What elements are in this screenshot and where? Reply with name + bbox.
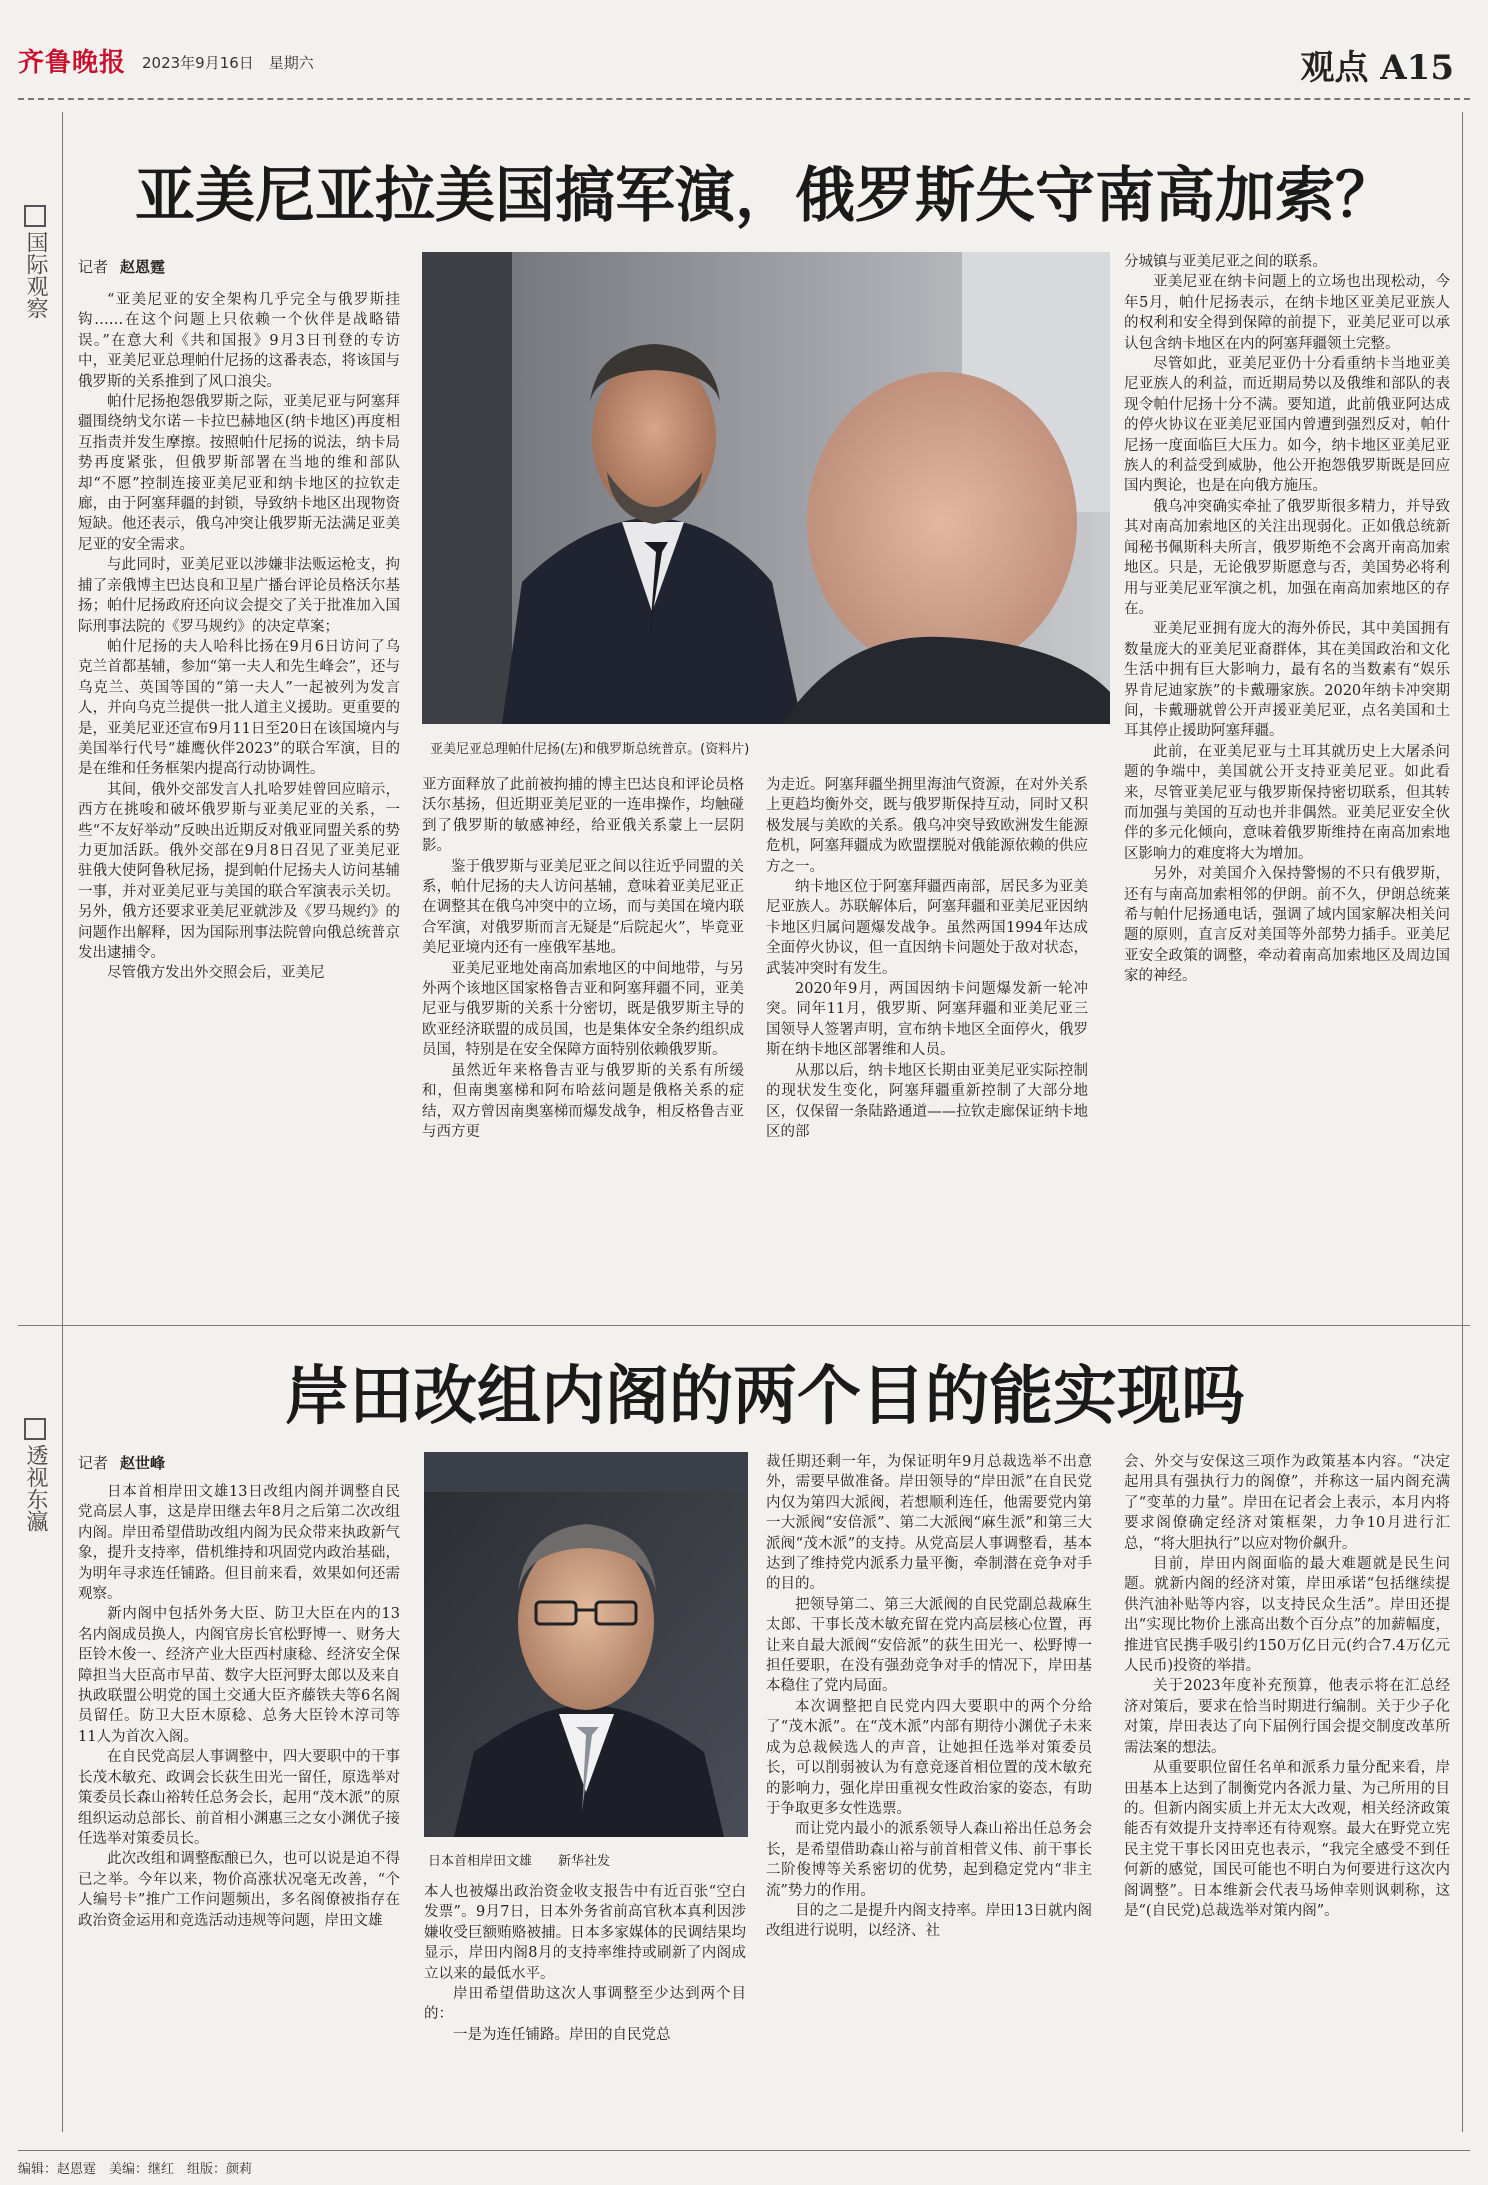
section-box-icon [24, 1418, 46, 1440]
article-divider [18, 1325, 1470, 1326]
paragraph: 亚美尼亚地处南高加索地区的中间地带，与另外两个该地区国家格鲁吉亚和阿塞拜疆不同，亚美尼亚与俄罗斯的关系十分密切，既是俄罗斯主导的欧亚经济联盟的成员国，也是集体安全条约组织成员国，特别是在安全保障方面特别依赖俄罗斯。 [422, 960, 744, 1059]
section-label-japan: 透视东瀛 [20, 1418, 50, 1532]
paragraph: 岸田希望借助这次人事调整至少达到两个目的： [424, 1986, 746, 2023]
paragraph: 一是为连任铺路。岸田的自民党总 [453, 2026, 671, 2043]
footer-divider [18, 2150, 1470, 2151]
paragraph: 鉴于俄罗斯与亚美尼亚之间以往近乎同盟的关系，帕什尼扬的夫人访问基辅，意味着亚美尼亚正在调整其在俄乌冲突中的立场，而与美国在境内联合军演，对俄罗斯而言无疑是“后院起火”，毕竟亚美尼亚境内还有一座俄军基地。 [422, 858, 744, 957]
paragraph: 把领导第二、第三大派阀的自民党副总裁麻生太郎、干事长茂木敏充留在党内高层核心位置，再让来自最大派阀“安倍派”的荻生田光一、松野博一担任要职，在没有强劲竞争对手的情况下，岸田基本稳住了党内局面。 [766, 1596, 1092, 1695]
pashinyan-putin-photo [422, 252, 1110, 724]
article1-column-2 [422, 775, 744, 1310]
article2-column-2 [424, 1882, 746, 2132]
article2-headline: 岸田改组内阁的两个目的能实现吗 [285, 1359, 1245, 1434]
paragraph: 在自民党高层人事调整中，四大要职中的干事长茂木敏充、政调会长荻生田光一留任，原选举对策委员长森山裕转任总务会长，起用“茂木派”的原组织运动总部长、前首相小渊惠三之女小渊优子接任选举对策委员长。 [78, 1749, 400, 1847]
article1-column-3 [766, 775, 1088, 1310]
section-label-international: 国际观察 [20, 205, 50, 319]
paragraph: 尽管俄方发出外交照会后，亚美尼 [107, 965, 325, 982]
paragraph: 帕什尼扬抱怨俄罗斯之际，亚美尼亚与阿塞拜疆围绕纳戈尔诺－卡拉巴赫地区(纳卡地区)再度相互指责并发生摩擦。按照帕什尼扬的说法，纳卡局势再度紧张，但俄罗斯部署在当地的维和部队却“不愿”控制连接亚美尼亚和纳卡地区的拉钦走廊，由于阿塞拜疆的封锁，导致纳卡地区出现物资短缺。他还表示，俄乌冲突让俄罗斯无法满足亚美尼亚的安全需求。 [78, 394, 400, 553]
issue-date: 2023年9月16日 星期六 [142, 54, 314, 72]
article2-byline: 记者 赵世峰 [78, 1454, 166, 1472]
paragraph: 关于2023年度补充预算，他表示将在汇总经济对策后，要求在恰当时期进行编制。关于少子化对策，岸田表达了向下届例行国会提交制度改革所需法案的想法。 [1124, 1678, 1450, 1756]
article1-photo-caption: 亚美尼亚总理帕什尼扬(左)和俄罗斯总统普京。(资料片) [430, 742, 750, 757]
paragraph: 本人也被爆出政治资金收支报告中有近百张“空白发票”。9月7日，日本外务省前高官秋本真利因涉嫌收受巨额贿赂被捕。日本多家媒体的民调结果均显示，岸田内阁8月的支持率维持或刷新了内阁成立以来的最低水平。 [424, 1884, 746, 1982]
paragraph: 尽管如此，亚美尼亚仍十分看重纳卡当地亚美尼亚族人的利益，而近期局势以及俄维和部队的表现令帕什尼扬十分不满。要知道，此前俄亚阿达成的停火协议在亚美尼亚国内曾遭到强烈反对，帕什尼扬一度面临巨大压力。如今，纳卡地区亚美尼亚族人的利益受到威胁，他公开抱怨俄罗斯既是回应国内舆论，也是在向俄方施压。 [1124, 356, 1450, 495]
paragraph: 目的之二是提升内阁支持率。岸田13日就内阁改组进行说明，以经济、社 [766, 1902, 1092, 1940]
paragraph: 另外，对美国介入保持警惕的不只有俄罗斯，还有与南高加索相邻的伊朗。前不久，伊朗总统莱希与帕什尼扬通电话，强调了域内国家解决相关问题的原则，直言反对美国等外部势力插手。亚美尼亚安全政策的调整，牵动着南高加索地区及周边国家的神经。 [1124, 866, 1450, 985]
article2-photo-caption: 日本首相岸田文雄 新华社发 [428, 1854, 611, 1869]
left-frame-line [62, 112, 63, 2132]
paragraph: 与此同时，亚美尼亚以涉嫌非法贩运枪支，拘捕了亲俄博主巴达良和卫星广播台评论员格沃尔基扬；帕什尼扬政府还向议会提交了关于批准加入国际刑事法院的《罗马规约》的决定草案； [78, 557, 400, 635]
paragraph: 本次调整把自民党内四大要职中的两个分给了“茂木派”。在“茂木派”内部有期待小渊优子未来成为总裁候选人的声音，让她担任选举对策委员长，可以削弱被认为有意竞逐首相位置的茂木敏充的影响力，强化岸田重视女性政治家的姿态，有助于争取更多女性选票。 [766, 1698, 1092, 1817]
article1-column-1 [78, 290, 400, 1310]
paragraph: 此次改组和调整酝酿已久，也可以说是迫不得已之举。今年以来，物价高涨状况毫无改善，“个人编号卡”推广工作问题频出，多名阁僚被指存在政治资金运用和竞选活动违规等问题，岸田文雄 [78, 1851, 400, 1929]
paragraph: 亚方面释放了此前被拘捕的博主巴达良和评论员格沃尔基扬，但近期亚美尼亚的一连串操作，均触碰到了俄罗斯的敏感神经，给亚俄关系蒙上一层阴影。 [422, 777, 744, 855]
paragraph: 分城镇与亚美尼亚之间的联系。 [1124, 254, 1327, 270]
paragraph: 虽然近年来格鲁吉亚与俄罗斯的关系有所缓和，但南奥塞梯和阿布哈兹问题是俄格关系的症结，双方曾因南奥塞梯而爆发战争，相反格鲁吉亚与西方更 [422, 1062, 744, 1140]
paragraph: 新内阁中包括外务大臣、防卫大臣在内的13名内阁成员换人，内阁官房长官松野博一、财务大臣铃木俊一、经济产业大臣西村康稔、经济安全保障担当大臣高市早苗、数字大臣河野太郎以及来自执政联盟公明党的国土交通大臣齐藤铁夫等6名阁员留任。防卫大臣木原稔、总务大臣铃木淳司等11人为首次入阁。 [78, 1606, 400, 1745]
article1-column-4 [1124, 252, 1450, 1312]
paragraph: 为走近。阿塞拜疆坐拥里海油气资源，在对外关系上更趋均衡外交，既与俄罗斯保持互动，同时又积极发展与美欧的关系。俄乌冲突导致欧洲发生能源危机，阿塞拜疆成为欧盟摆脱对俄能源依赖的供应方之一。 [766, 777, 1088, 875]
paragraph: 此前，在亚美尼亚与土耳其就历史上大屠杀问题的争端中，美国就公开支持亚美尼亚。如此看来，尽管亚美尼亚与俄罗斯保持密切联系，但其转而加强与美国的互动也并非偶然。亚美尼亚安全伙伴的多元化倾向，意味着俄罗斯维持在南高加索地区影响力的难度将大为增加。 [1124, 743, 1450, 862]
editor-credits: 编辑：赵恩霆 美编：继红 组版：颜莉 [18, 2162, 253, 2177]
paragraph: 亚美尼亚拥有庞大的海外侨民，其中美国拥有数量庞大的亚美尼亚裔群体，其在美国政治和文化生活中拥有巨大影响力，最有名的当数素有“娱乐界肯尼迪家族”的卡戴珊家族。2020年纳卡冲突期间，卡戴珊就曾公开声援亚美尼亚，点名美国和土耳其停止援助阿塞拜疆。 [1124, 621, 1450, 740]
kishida-photo [424, 1452, 748, 1837]
article2-column-3 [766, 1452, 1092, 2132]
article2-column-1 [78, 1482, 400, 2132]
paragraph: 目前，岸田内阁面临的最大难题就是民生问题。就新内阁的经济对策，岸田承诺“包括继续提供汽油补贴等内容，以支持民众生活”。岸田还提出“实现比物价上涨高出数个百分点”的加薪幅度，推进官民携手吸引约150万亿日元(约合7.4万亿元人民币)投资的举措。 [1124, 1556, 1450, 1675]
paragraph: 会、外交与安保这三项作为政策基本内容。“决定起用具有强执行力的阁僚”，并称这一届内阁充满了“变革的力量”。岸田在记者会上表示，本月内将要求阁僚确定经济对策框架，力争10月进行汇总，“将大胆执行”以应对物价飙升。 [1124, 1454, 1450, 1552]
paragraph: 俄乌冲突确实牵扯了俄罗斯很多精力，并导致其对南高加索地区的关注出现弱化。正如俄总统新闻秘书佩斯科夫所言，俄罗斯绝不会离开南高加索地区。只是，无论俄罗斯愿意与否，美国势必将利用与亚美尼亚军演之机，加强在南高加索地区的存在。 [1124, 498, 1450, 617]
section-box-icon [24, 205, 46, 227]
right-frame-line [1462, 112, 1463, 2132]
paragraph: “亚美尼亚的安全架构几乎完全与俄罗斯挂钩……在这个问题上只依赖一个伙伴是战略错误。”在意大利《共和国报》9月3日刊登的专访中，亚美尼亚总理帕什尼扬的这番表态，将该国与俄罗斯的关系推到了风口浪尖。 [78, 292, 400, 390]
paragraph: 亚美尼亚在纳卡问题上的立场也出现松动，今年5月，帕什尼扬表示，在纳卡地区亚美尼亚族人的权利和安全得到保障的前提下，亚美尼亚可以承认包含纳卡地区在内的阿塞拜疆领土完整。 [1124, 274, 1450, 352]
article1-headline: 亚美尼亚拉美国搞军演，俄罗斯失守南高加索？ [135, 161, 1395, 231]
article2-column-4 [1124, 1452, 1450, 2132]
paragraph: 从那以后，纳卡地区长期由亚美尼亚实际控制的现状发生变化，阿塞拜疆重新控制了大部分地区，仅保留一条陆路通道——拉钦走廊保证纳卡地区的部 [766, 1062, 1088, 1140]
paragraph: 从重要职位留任名单和派系力量分配来看，岸田基本上达到了制衡党内各派力量、为己所用的目的。但新内阁实质上并无太大改观，相关经济政策能否有效提升支持率还有待观察。最大在野党立宪民主党干事长冈田克也表示，“我完全感受不到任何新的感觉，国民可能也不明白为何要进行这次内阁调整”。日本维新会代表马场伸幸则讽刺称，这是“(自民党)总裁选举对策内阁”。 [1124, 1760, 1450, 1919]
article2-photo [424, 1452, 748, 1837]
paragraph: 其间，俄外交部发言人扎哈罗娃曾回应暗示，西方在挑唆和破坏俄罗斯与亚美尼亚的关系，一些“不友好举动”反映出近期反对俄亚同盟关系的势力更加活跃。俄外交部在9月8日召见了亚美尼亚驻俄大使阿鲁秋尼扬，提到帕什尼扬夫人访问基辅一事，并对亚美尼亚与美国的联合军演表示关切。另外，俄方还要求亚美尼亚就涉及《罗马规约》的问题作出解释，因为国际刑事法院曾向俄总统普京发出逮捕令。 [78, 781, 400, 961]
article1-byline: 记者 赵恩霆 [78, 258, 166, 276]
newspaper-logo: 齐鲁晚报 [18, 48, 127, 78]
article1-photo [422, 252, 1110, 724]
paragraph: 2020年9月，两国因纳卡问题爆发新一轮冲突。同年11月，俄罗斯、阿塞拜疆和亚美尼亚三国领导人签署声明，宣布纳卡地区全面停火，俄罗斯在纳卡地区部署维和人员。 [766, 981, 1088, 1059]
paragraph: 日本首相岸田文雄13日改组内阁并调整自民党高层人事，这是岸田继去年8月之后第二次改组内阁。岸田希望借助改组内阁为民众带来执政新气象，提升支持率，借机维持和巩固党内政治基础，为明年寻求连任铺路。但目前来看，效果如何还需观察。 [78, 1484, 400, 1603]
paragraph: 帕什尼扬的夫人哈科比扬在9月6日访问了乌克兰首都基辅，参加“第一夫人和先生峰会”，还与乌克兰、英国等国的“第一夫人”一起被列为发言人，并向乌克兰提供一批人道主义援助。更重要的是，亚美尼亚还宣布9月11日至20日在该国境内与美国举行代号“雄鹰伙伴2023”的联合军演，目的是在维和任务框架内提高行动协调性。 [78, 638, 400, 778]
section-page: 观点 A15 [1300, 48, 1454, 88]
paragraph: 纳卡地区位于阿塞拜疆西南部，居民多为亚美尼亚族人。苏联解体后，阿塞拜疆和亚美尼亚因纳卡地区归属问题爆发战争。虽然两国1994年达成全面停火协议，但一直因纳卡问题处于敌对状态，武装冲突时有发生。 [766, 879, 1088, 977]
paragraph: 而让党内最小的派系领导人森山裕出任总务会长，是希望借助森山裕与前首相菅义伟、前干事长二阶俊博等关系密切的优势，起到稳定党内“非主流”势力的作用。 [766, 1821, 1092, 1899]
masthead-divider [18, 98, 1470, 101]
paragraph: 裁任期还剩一年，为保证明年9月总裁选举不出意外，需要早做准备。岸田领导的“岸田派”在自民党内仅为第四大派阀，若想顺利连任，他需要党内第一大派阀“安倍派”、第二大派阀“麻生派”和第三大派阀“茂木派”的支持。从党高层人事调整看，基本达到了维持党内派系力量平衡，牵制潜在竞争对手的目的。 [766, 1454, 1092, 1593]
